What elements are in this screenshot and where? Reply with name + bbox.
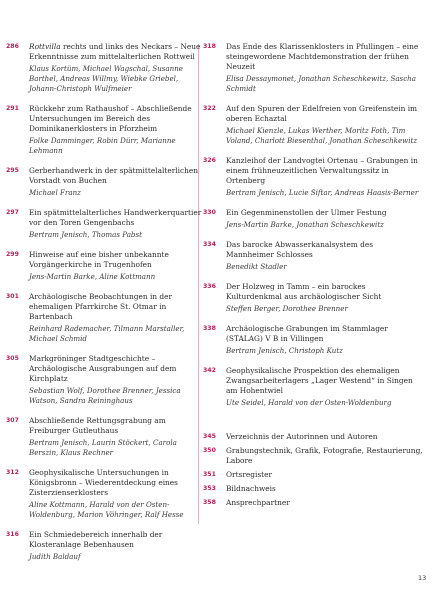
left-column [6,42,206,572]
entry-title: Geophysikalische Prospektion des ehemaligen Zwangsarbeiterlagers „Lager Westend“ in Singen am Hohentwiel [226,366,413,395]
entry-page-number: 286 [6,43,19,50]
entry-title: Kanzleihof der Landvogtei Ortenau – Grabungen in einem frühneuzeitlichen Verwaltungssitz in Ortenberg [226,156,418,185]
entry-page-number: 312 [6,469,19,476]
entry-title: Auf den Spuren der Edelfreien von Greifenstein im oberen Echaztal [226,104,418,123]
entry-page-number: 301 [6,293,19,300]
entry-authors: Bertram Jenisch, Laurin Stöckert, Carola Berszin, Klaus Rechner [29,438,177,457]
toc-entry[interactable] [6,354,206,406]
toc-entry[interactable] [6,166,206,198]
back-matter-entry[interactable] [203,446,423,466]
entry-page-number: 353 [203,485,216,492]
entry-authors: Elisa Dessaymonet, Jonathan Scheschkewitz, Sascha Schmidt [226,74,416,93]
entry-authors: Steffen Berger, Dorothee Brenner [226,304,348,313]
entry-authors: Michael Franz [29,188,81,197]
entry-title: Das Ende des Klarissenklosters in Pfullingen – eine steingewordene Machtdemonstration der frühen Neuzeit [226,42,419,71]
toc-entry[interactable] [6,416,206,458]
entry-authors: Folke Damminger, Robin Dürr, Marianne Lehmann [29,136,176,155]
toc-entry[interactable] [203,42,423,94]
entry-title: Rottvilla rechts und links des Neckars – Neue Erkenntnisse zum mittelalterlichen Rottweil [29,42,201,61]
entry-page-number: 297 [6,209,19,216]
toc-entry[interactable] [203,366,423,408]
entry-title: Der Holzweg in Tamm – ein barockes Kulturdenkmal aus archäologischer Sicht [226,282,382,301]
entry-page-number: 351 [203,471,216,478]
entry-page-number: 345 [203,433,216,440]
entry-title: Gerberhandwerk in der spätmittelalterlichen Vorstadt von Buchen [29,166,198,185]
entry-authors: Aline Kottmann, Harald von der Osten-Woldenburg, Marion Vöhringer, Ralf Hesse [29,500,184,519]
entry-title: Verzeichnis der Autorinnen und Autoren [226,432,378,441]
entry-authors: Klaus Kortüm, Michael Wagschal, Susanne Barthel, Andreas Willmy, Wiebke Griebel, Johann-Christoph Wulfmeier [29,64,183,93]
entry-page-number: 299 [6,251,19,258]
entry-page-number: 338 [203,325,216,332]
page-number: 13 [418,574,427,582]
toc-entry[interactable] [6,208,206,240]
entry-page-number: 316 [6,531,19,538]
entry-page-number: 305 [6,355,19,362]
entry-page-number: 336 [203,283,216,290]
entry-authors: Bertram Jenisch, Christoph Kutz [226,346,343,355]
entry-title: Ein Gegenminenstollen der Ulmer Festung [226,208,387,217]
entry-page-number: 322 [203,105,216,112]
toc-entry[interactable] [6,292,206,344]
entry-title: Geophysikalische Untersuchungen in Königsbronn – Wiederentdeckung eines Zisterzienserklosters [29,468,178,497]
entry-page-number: 358 [203,499,216,506]
toc-entry[interactable] [6,468,206,520]
right-column [203,42,423,512]
toc-entry[interactable] [203,104,423,146]
entry-authors: Ute Seidel, Harald von der Osten-Woldenburg [226,398,392,407]
toc-entry[interactable] [6,530,206,562]
entry-authors: Sebastian Wolf, Dorothee Brenner, Jessica Watson, Sandra Reininghaus [29,386,181,405]
toc-entry[interactable] [203,208,423,230]
toc-entry[interactable] [203,324,423,356]
entry-page-number: 295 [6,167,19,174]
entry-title: Grabungstechnik, Grafik, Fotografie, Restaurierung, Labore [226,446,423,465]
back-matter-entry[interactable] [203,432,423,442]
entry-page-number: 330 [203,209,216,216]
entry-title: Ein Schmiedebereich innerhalb der Klosteranlage Bebenhausen [29,530,163,549]
entry-page-number: 334 [203,241,216,248]
entry-title: Ein spätmittelalterliches Handwerkerquartier vor den Toren Gengenbachs [29,208,202,227]
toc-entry[interactable] [6,104,206,156]
entry-title: Bildnachweis [226,484,276,493]
entry-page-number: 318 [203,43,216,50]
entry-title: Hinweise auf eine bisher unbekannte Vorgängerkirche in Trugenhofen [29,250,169,269]
entry-authors: Reinhard Rademacher, Tilmann Marstaller, Michael Schmid [29,324,185,343]
entry-authors: Michael Kienzle, Lukas Werther, Moritz Foth, Tim Voland, Charlott Biesenthal, Jonathan Scheschkewitz [226,126,418,145]
toc-entry[interactable] [6,42,206,94]
entry-authors: Bertram Jenisch, Thomas Pabst [29,230,142,239]
toc-entry[interactable] [6,250,206,282]
back-matter-entry[interactable] [203,498,423,508]
entry-title: Rückkehr zum Rathaushof – Abschließende Untersuchungen im Bereich des Dominikanerklosters in Pforzheim [29,104,192,133]
back-matter-entry[interactable] [203,484,423,494]
entry-title: Archäologische Beobachtungen in der ehemaligen Pfarrkirche St. Otmar in Bartenbach [29,292,173,321]
entry-page-number: 291 [6,105,19,112]
toc-entry[interactable] [203,282,423,314]
entry-title: Das barocke Abwasserkanalsystem des Mannheimer Schlosses [226,240,374,259]
toc-entry[interactable] [203,240,423,272]
entry-authors: Bertram Jenisch, Lucie Siftar, Andreas Haasis-Berner [226,188,419,197]
entry-page-number: 342 [203,367,216,374]
entry-authors: Jens-Martin Barke, Jonathan Scheschkewitz [226,220,384,229]
entry-page-number: 307 [6,417,19,424]
entry-authors: Jens-Martin Barke, Aline Kottmann [29,272,156,281]
entry-authors: Benedikt Stadler [226,262,287,271]
entry-title: Markgröninger Stadtgeschichte – Archäologische Ausgrabungen auf dem Kirchplatz [29,354,177,383]
entry-title: Abschließende Rettungsgrabung am Freiburger Gutleuthaus [29,416,166,435]
entry-page-number: 326 [203,157,216,164]
toc-entry[interactable] [203,156,423,198]
entry-title: Archäologische Grabungen im Stammlager (STALAG) V B in Villingen [226,324,388,343]
entry-page-number: 350 [203,447,216,454]
back-matter-entry[interactable] [203,470,423,480]
entry-title: Ansprechpartner [226,498,290,507]
entry-authors: Judith Baldauf [29,552,81,561]
entry-title: Ortsregister [226,470,273,479]
